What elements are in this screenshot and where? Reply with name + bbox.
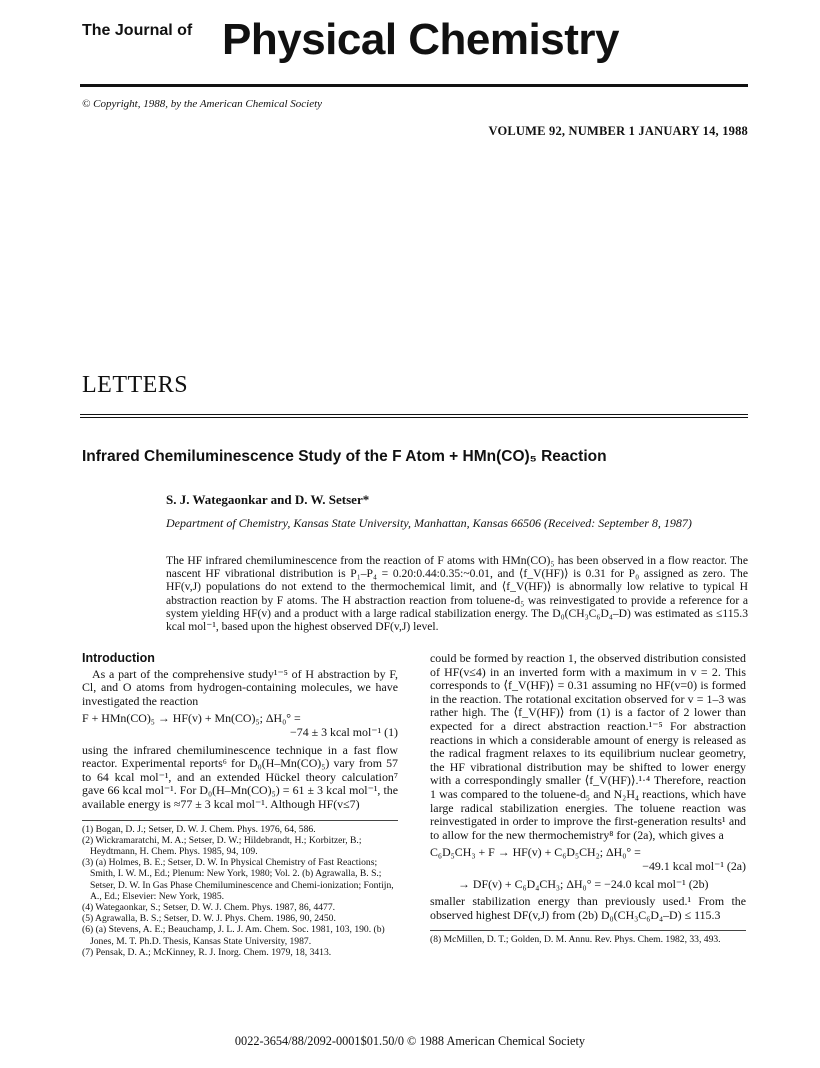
- equation-2a-right: −49.1 kcal mol⁻¹ (2a): [642, 858, 746, 873]
- reference-item: (2) Wickramaratchi, M. A.; Setser, D. W.; Hildebrandt, H.; Korbitzer, B.; Heydtmann, H. Chem. Phys. 1985, 94, 109.: [82, 834, 362, 857]
- reference-item: (4) Wategaonkar, S.; Setser, D. W. J. Chem. Phys. 1987, 86, 4477.: [82, 901, 336, 913]
- introduction-heading: Introduction: [82, 651, 155, 665]
- equation-2a-left: C₆D₅CH₃ + F → HF(v) + C₆D₅CH₂; ΔH₀° =: [430, 845, 641, 860]
- equation-1-left: F + HMn(CO)₅ → HF(v) + Mn(CO)₅; ΔH₀° =: [82, 711, 301, 726]
- article-abstract: The HF infrared chemiluminescence from the reaction of F atoms with HMn(CO)₅ has been observed in a flow reactor. The nascent HF vibrational distribution is P₁–P₄ = 0.20:0.44:0.35:~0.01, and ⟨f_V(HF)⟩ is 0.31 for P₀ assigned as zero. The HF(v,J) populations do not extend to the thermochemical limit, and ⟨f_V(HF)⟩ is abnormally low relative to typical H abstraction reaction by F atoms. The H abstraction reaction from toluene-d₅ was reinvestigated to provide a reference for a system yielding HF(v) and a product with a large radical stabilization energy. The D₀(CH₃C₆D₄–D) was estimated as ≤115.3 kcal mol⁻¹, based upon the highest observed DF(v,J) level.: [166, 554, 748, 634]
- reference-item: (8) McMillen, D. T.; Golden, D. M. Annu. Rev. Phys. Chem. 1982, 33, 493.: [430, 934, 721, 946]
- body-column-right: [430, 652, 746, 945]
- section-rule-top: [80, 414, 748, 415]
- intro-paragraph-2: using the infrared chemiluminescence technique in a fast flow reactor. Experimental reports⁶ for D₀(H–Mn(CO)₅) vary from 57 to 64 kcal mol⁻¹, and an extended Hückel theory calculation⁷ gave 66 kcal mol⁻¹. For D₀(H–Mn(CO)₅) = 61 ± 3 kcal mol⁻¹, the available energy is ≈77 ± 3 kcal mol⁻¹. Although HF(v≤7): [82, 742, 398, 811]
- intro-paragraph-1: As a part of the comprehensive study¹⁻⁵ of H abstraction by F, Cl, and O atoms from hydrogen-containing molecules, we have investigated the reaction: [82, 666, 398, 708]
- references-right: [430, 930, 746, 945]
- journal-name: Physical Chemistry: [222, 15, 619, 64]
- reference-item: (3) (a) Holmes, B. E.; Setser, D. W. In Physical Chemistry of Fast Reactions; Smith, I. W. M., Ed.; Plenum: New York, 1980; Vol. 2. (b) Agrawalla, B. S.; Setser, D. W. In Gas Phase Chemiluminescence and Chemi-ionization; Fontijn, A., Ed.; Elsevier: New York, 1985.: [82, 857, 394, 902]
- section-rule-bottom: [80, 417, 748, 418]
- body-paragraph-2: smaller stabilization energy than previously used.¹ From the observed highest DF(v,J) from (2b) D₀(CH₃C₆D₄–D) ≤ 115.3: [430, 894, 746, 922]
- equation-2b: → DF(v) + C₆D₄CH₃; ΔH₀° = −24.0 kcal mol⁻¹ (2b): [458, 876, 709, 891]
- copyright-line: © Copyright, 1988, by the American Chemical Society: [82, 98, 323, 110]
- equation-1: [82, 712, 398, 739]
- reference-item: (1) Bogan, D. J.; Setser, D. W. J. Chem. Phys. 1976, 64, 586.: [82, 823, 316, 835]
- section-label: LETTERS: [82, 372, 189, 398]
- masthead-rule: [80, 84, 748, 87]
- article-authors: S. J. Wategaonkar and D. W. Setser*: [166, 492, 370, 507]
- reference-item: (7) Pensak, D. A.; McKinney, R. J. Inorg. Chem. 1979, 18, 3413.: [82, 946, 332, 958]
- journal-prefix: The Journal of: [82, 22, 193, 39]
- article-affiliation: Department of Chemistry, Kansas State University, Manhattan, Kansas 66506 (Received: September 8, 1987): [166, 516, 692, 530]
- equation-2a: [430, 846, 746, 873]
- article-title: Infrared Chemiluminescence Study of the F Atom + HMn(CO)₅ Reaction: [82, 448, 607, 465]
- references-left: [82, 820, 398, 958]
- page-footer: 0022-3654/88/2092-0001$01.50/0 © 1988 American Chemical Society: [234, 1034, 586, 1048]
- reference-item: (5) Agrawalla, B. S.; Setser, D. W. J. Phys. Chem. 1986, 90, 2450.: [82, 913, 336, 925]
- equation-1-right: −74 ± 3 kcal mol⁻¹ (1): [290, 724, 398, 739]
- body-paragraph-continued: could be formed by reaction 1, the observed distribution consisted of HF(v≤4) in an inverted form with a maximum in v = 2. This corresponds to ⟨f_V(HF)⟩ = 0.31 assuming no HF(v=0) is formed in the reaction. The rotational excitation observed for v = 1–3 was rather high. The ⟨f_V(HF)⟩ from (1) is a factor of 2 lower than expected for a direct abstraction reaction.¹⁻⁵ For abstraction reactions in which a considerable amount of energy is released as the radical fragment relaxes to its equilibrium nuclear geometry, the HF vibrational distribution may be shifted to lower energy with a correspondingly smaller ⟨f_V(HF)⟩.¹·⁴ Therefore, reaction 1 was compared to the toluene-d₅ and N₂H₄ reactions, which have large radical stabilization energies. The toluene reaction was reinvestigated in order to improve the first-generation results¹ and to allow for the new thermochemistry⁸ for (2a), which gives a: [430, 651, 746, 842]
- volume-line: VOLUME 92, NUMBER 1 JANUARY 14, 1988: [488, 124, 748, 138]
- body-column-left: [82, 652, 398, 958]
- reference-item: (6) (a) Stevens, A. E.; Beauchamp, J. L. J. Am. Chem. Soc. 1981, 103, 190. (b) Jones, M. T. Ph.D. Thesis, Kansas State University, 1987.: [82, 924, 385, 947]
